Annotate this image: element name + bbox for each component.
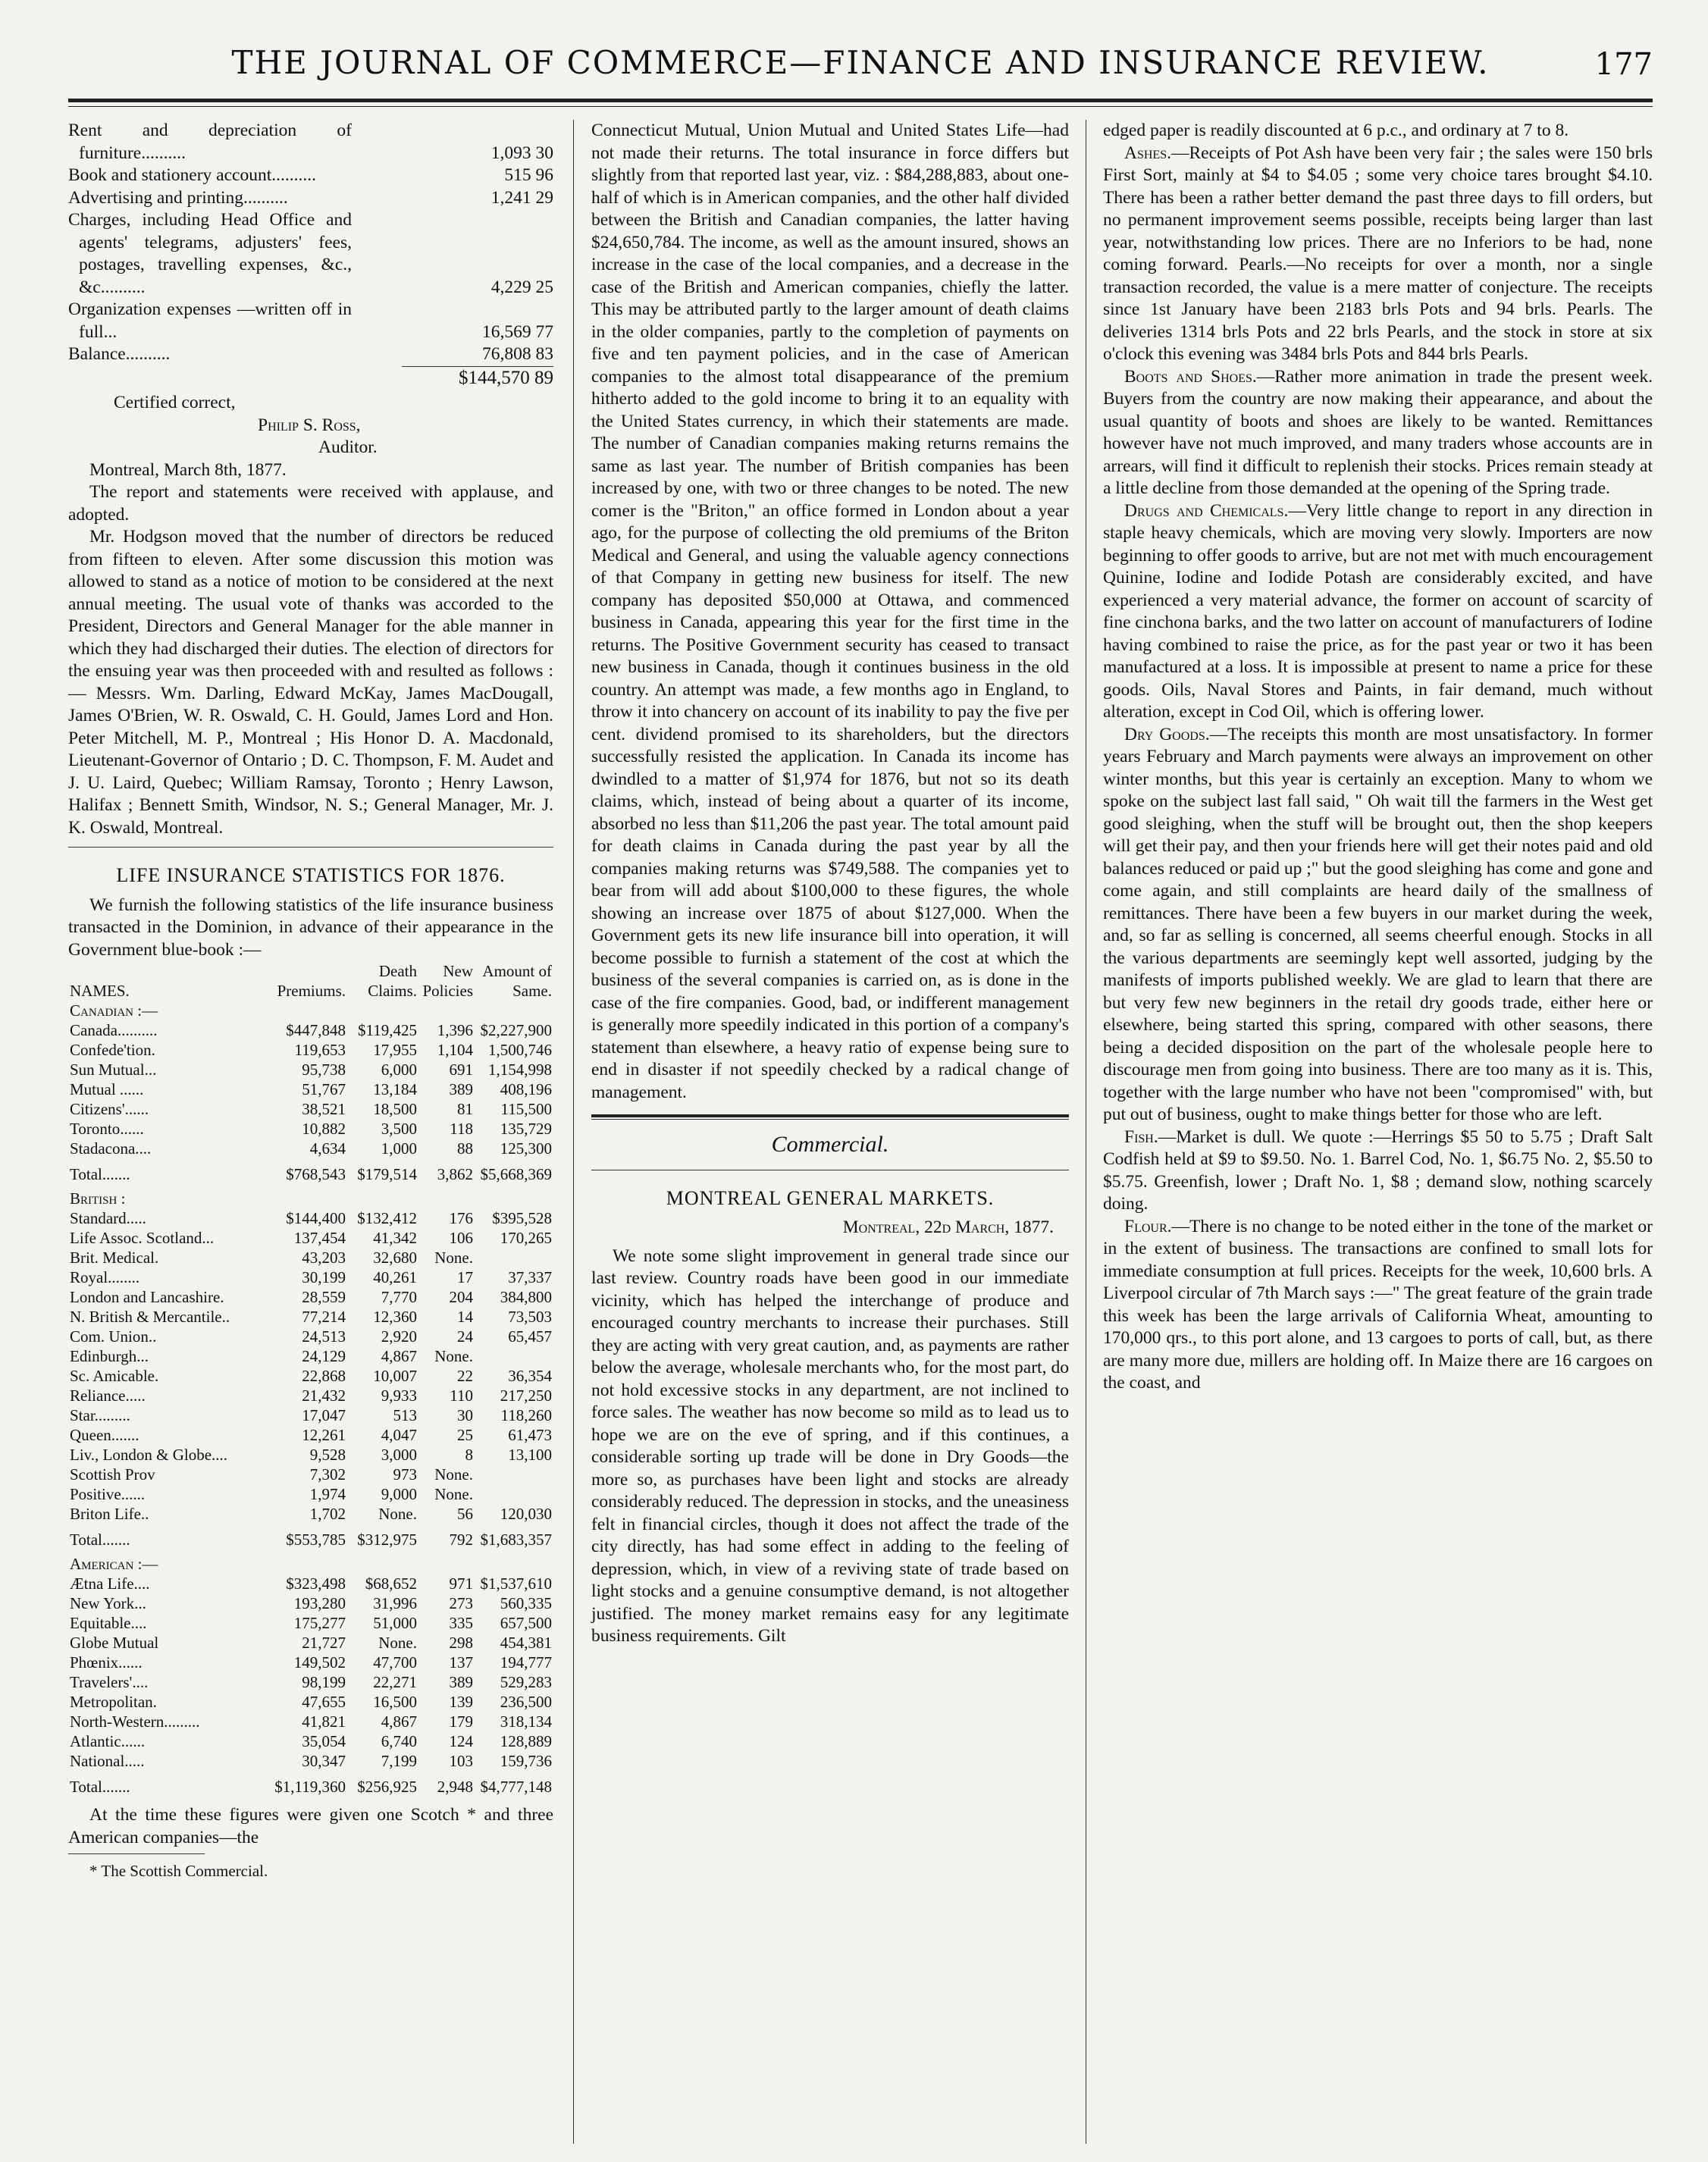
table-cell: 24 xyxy=(457,1327,473,1346)
table-cell: 7,302 xyxy=(309,1465,346,1484)
table-row xyxy=(68,1425,553,1445)
table-cell: 298 xyxy=(449,1634,473,1652)
table-cell: Ætna Life.... xyxy=(70,1574,150,1593)
table-cell: 408,196 xyxy=(500,1080,552,1098)
table-cell: Travelers'.... xyxy=(70,1673,149,1691)
table-cell: 1,104 xyxy=(437,1041,473,1059)
table-cell: $323,498 xyxy=(286,1574,346,1593)
table-row xyxy=(68,1079,553,1099)
table-cell: $553,785 xyxy=(286,1531,346,1549)
table-row xyxy=(68,1692,553,1712)
table-cell: Citizens'...... xyxy=(70,1100,149,1118)
table-cell: 691 xyxy=(449,1061,473,1079)
table-cell: $2,227,900 xyxy=(480,1021,552,1039)
table-cell: 657,500 xyxy=(500,1614,552,1632)
table-cell: 32,680 xyxy=(373,1249,417,1267)
table-row xyxy=(68,1445,553,1465)
table-cell xyxy=(475,1484,553,1504)
table-cell: 98,199 xyxy=(302,1673,346,1691)
table-cell: None. xyxy=(434,1249,473,1267)
table-cell: 1,154,998 xyxy=(488,1061,552,1079)
table-cell: Atlantic...... xyxy=(70,1732,146,1750)
page-header xyxy=(68,44,1653,97)
paragraph: Connecticut Mutual, Union Mutual and United States Life—had not made their returns. The total insurance in force differs but slightly from that reported last year, viz. : $84,288,883, about one-half of which is in American companies, and the other half divided between the British and Canadian companies, the latter having $24,650,784. The income, as well as the amount insured, shows an increase in the case of the local companies, and a decrease in the case of the British and American companies, chiefly the latter. This may be attributed partly to the larger amount of death claims in the older companies, partly to the completion of payments on five and ten payment policies, and in the case of American companies to the almost total disappearance of the premium hitherto added to the gold income to bring it to an equality with the United States currency, in which their statements are made. The number of Canadian companies making returns remains the same as last year. The number of British companies has been increased by one, with two or three changes to be noted. The new comer is the "Briton," an office formed in London about a year ago, for the purpose of collecting the old premiums of the Briton Medical and General, and using the valuable agency connections of that Company in getting new business for itself. The new company has deposited $50,000 at Ottawa, and commenced business in Canada, appearing this year for the first time in the returns. The Positive Government security has ceased to transact new business in Canada, though it continues business in the old country. An attempt was made, a few months ago in England, to throw it into chancery on account of its inability to pay the five per cent. dividend promised to its shareholders, but the directors successfully resisted the application. In Canada its income has dwindled to a matter of $1,974 for 1876, but not so its death claims, which, instead of being about a quarter of its income, absorbed no less than $11,206 the past year. The total amount paid for death claims in Canada during the past year by all the companies making returns was $749,588. The companies yet to bear from will add about $100,000 to these figures, the whole showing an increase over 1875 of about $127,000. When the Government gets its new life insurance bill into operation, it will become possible to furnish a statement of the cost at which the business of the several companies is carried on, as is done in the case of the fire companies. Good, bad, or indifferent management is generally more speedily indicated in this portion of a company's statement than elsewhere, a heavy ratio of expense being sure to end in disaster if not speedily checked by a radical change of management. xyxy=(591,121,1069,1102)
table-row xyxy=(68,1504,553,1524)
table-cell: 6,000 xyxy=(381,1061,417,1079)
table-cell: 1,974 xyxy=(309,1485,346,1503)
column-1 xyxy=(68,120,553,1883)
table-row xyxy=(68,1712,553,1731)
column-divider xyxy=(573,120,574,2144)
table-cell: 12,261 xyxy=(302,1426,346,1444)
section-heading: Commercial. xyxy=(771,1132,889,1157)
table-cell: 1,396 xyxy=(437,1021,473,1039)
table-cell: 3,862 xyxy=(437,1165,473,1183)
table-cell: 137 xyxy=(449,1653,473,1672)
table-cell: 35,054 xyxy=(302,1732,346,1750)
table-cell: Stadacona.... xyxy=(70,1139,152,1158)
accounts-list xyxy=(68,120,553,389)
table-row xyxy=(68,1672,553,1692)
table-row xyxy=(68,1731,553,1751)
table-total-row xyxy=(68,1524,553,1554)
table-cell: 17,047 xyxy=(302,1406,346,1424)
table-cell: 4,634 xyxy=(309,1139,346,1158)
table-cell: 193,280 xyxy=(293,1594,346,1612)
table-cell: 124 xyxy=(449,1732,473,1750)
certification: Certified correct, xyxy=(114,393,236,412)
table-row xyxy=(68,1633,553,1653)
table-cell: $395,528 xyxy=(492,1209,552,1227)
table-cell: Reliance..... xyxy=(70,1386,146,1405)
table-row xyxy=(68,1099,553,1119)
markets-heading: MONTREAL GENERAL MARKETS. xyxy=(666,1186,995,1209)
table-cell: 4,047 xyxy=(381,1426,417,1444)
table-cell: 24,129 xyxy=(302,1347,346,1365)
table-cell: Standard..... xyxy=(70,1209,146,1227)
section-rule xyxy=(591,1114,1069,1117)
paragraph: At the time these figures were given one Scotch * and three American companies—the xyxy=(68,1805,553,1847)
table-row xyxy=(68,1139,553,1158)
table-cell: 16,500 xyxy=(373,1693,417,1711)
table-cell: 41,342 xyxy=(373,1229,417,1247)
table-cell: North-Western......... xyxy=(70,1712,200,1731)
table-cell: 9,528 xyxy=(309,1446,346,1464)
table-section-label: American :— xyxy=(70,1555,158,1573)
table-cell: Life Assoc. Scotland... xyxy=(70,1229,215,1247)
table-cell: 6,740 xyxy=(381,1732,417,1750)
column-header: Death Claims. xyxy=(368,962,417,1000)
table-cell: 21,727 xyxy=(302,1634,346,1652)
account-row: Organization expenses —written off in full... 16,569 77 xyxy=(68,299,553,342)
table-cell: 175,277 xyxy=(293,1614,346,1632)
table-cell: Star......... xyxy=(70,1406,130,1424)
table-cell: 22,271 xyxy=(373,1673,417,1691)
table-cell: 73,503 xyxy=(508,1308,552,1326)
table-cell: None. xyxy=(434,1485,473,1503)
table-cell: Com. Union.. xyxy=(70,1327,157,1346)
table-cell: 119,653 xyxy=(294,1041,346,1059)
table-section-label: British : xyxy=(70,1189,126,1208)
table-cell: Equitable.... xyxy=(70,1614,147,1632)
table-cell: 14 xyxy=(457,1308,473,1326)
table-row xyxy=(68,1653,553,1672)
paragraph: The report and statements were received with applause, and adopted. xyxy=(68,482,553,525)
table-cell: Globe Mutual xyxy=(70,1634,159,1652)
table-cell: 17 xyxy=(457,1268,473,1286)
table-cell: 28,559 xyxy=(302,1288,346,1306)
table-cell: Total....... xyxy=(70,1531,130,1549)
table-cell: None. xyxy=(378,1634,417,1652)
table-cell: 56 xyxy=(457,1505,473,1523)
table-cell: 47,655 xyxy=(302,1693,346,1711)
column-header: NAMES. xyxy=(70,982,130,1000)
table-cell: 389 xyxy=(449,1673,473,1691)
table-row xyxy=(68,1574,553,1593)
market-paragraph-dry-goods: Dry Goods.—The receipts this month are most unsatisfactory. In former years February and March payments were always an improvement on other winter months, but this year is certainly an exception. Many to whom we spoke on the subject last fall said, " Oh wait till the farmers in the West get good sleighing, when the stuff will be brought out, then the shop keepers will get their pay, and then your friends here will get their notes paid and old balances reduced or paid up ;" but the good sleighing has come and gone and come again, and still complaints are heard daily of the smallness of remittances. There have been a few buyers in our market during the week, and, so far as selling is concerned, all seems cheerful enough. Stocks in all the various departments are seemingly kept well assorted, judging by the manifests of imports published weekly. We are glad to learn that there are but very few new beginners in the retail dry goods trade, either here or elsewhere, being started this spring, compared with other seasons, there being a decided disposition on the part of the wholesale people here to discourage men from going into business. There are too many as it is. This, together with the large number who have not been "compromised" with, but put out of business, ought to make things better for those who are left. xyxy=(1103,724,1653,1124)
table-row xyxy=(68,1593,553,1613)
table-cell: 40,261 xyxy=(373,1268,417,1286)
table-cell: Queen....... xyxy=(70,1426,139,1444)
table-cell: $312,975 xyxy=(357,1531,417,1549)
table-cell: 25 xyxy=(457,1426,473,1444)
footnote: * The Scottish Commercial. xyxy=(89,1862,268,1880)
table-row xyxy=(68,1267,553,1287)
market-paragraph-fish: Fish.—Market is dull. We quote :—Herrings $5 50 to 5.75 ; Draft Salt Codfish held at $9 to $9.50. No. 1. Barrel Cod, No. 1, $6.75 No. 2, $5.50 to $5.75. Greenfish, lower ; Draft No. 1, $8 ; demand slow, nothing scarcely doing. xyxy=(1103,1126,1653,1214)
table-cell: 118 xyxy=(450,1120,473,1138)
account-row: Rent and depreciation of furniture.......... 1,093 30 xyxy=(68,121,553,163)
table-cell: 149,502 xyxy=(293,1653,346,1672)
table-total-row xyxy=(68,1158,553,1189)
table-cell: 9,933 xyxy=(381,1386,417,1405)
table-row xyxy=(68,1287,553,1307)
table-cell: 77,214 xyxy=(302,1308,346,1326)
table-cell: 36,354 xyxy=(508,1367,552,1385)
table-cell: 38,521 xyxy=(302,1100,346,1118)
column-header: New Policies xyxy=(422,962,473,1000)
table-cell: 110 xyxy=(450,1386,473,1405)
table-cell: Sc. Amicable. xyxy=(70,1367,159,1385)
table-cell: 3,500 xyxy=(381,1120,417,1138)
table-cell: 204 xyxy=(449,1288,473,1306)
table-cell: 7,770 xyxy=(381,1288,417,1306)
table-cell: 81 xyxy=(457,1100,473,1118)
table-cell: 41,821 xyxy=(302,1712,346,1731)
market-paragraph-boots: Boots and Shoes.—Rather more animation in trade the present week. Buyers from the country are now making their appearance, and about the usual quantity of boots and shoes are likely to be wanted. Remittances however have not much improved, and many traders whose accounts are in arrears, will find it difficult to replenish their stocks. Prices remain steady at a little decline from those demanded at the opening of the Spring trade. xyxy=(1103,366,1653,498)
statistics-heading: LIFE INSURANCE STATISTICS FOR 1876. xyxy=(116,864,506,886)
table-cell: $68,652 xyxy=(365,1574,417,1593)
table-cell: 236,500 xyxy=(500,1693,552,1711)
table-cell: None. xyxy=(378,1505,417,1523)
table-cell: 273 xyxy=(449,1594,473,1612)
table-row xyxy=(68,1307,553,1327)
table-cell: $5,668,369 xyxy=(480,1165,552,1183)
account-total: $144,570 89 xyxy=(459,367,553,388)
table-cell: 128,889 xyxy=(500,1732,552,1750)
auditor-name: Philip S. Ross, xyxy=(258,415,361,435)
table-row xyxy=(68,1751,553,1771)
table-cell: None. xyxy=(434,1347,473,1365)
table-cell: $132,412 xyxy=(357,1209,417,1227)
table-cell: Mutual ...... xyxy=(70,1080,144,1098)
table-cell: 1,000 xyxy=(381,1139,417,1158)
table-cell: 137,454 xyxy=(293,1229,346,1247)
table-cell: 30,199 xyxy=(302,1268,346,1286)
table-row xyxy=(68,1366,553,1386)
table-row xyxy=(68,1327,553,1346)
table-cell: 194,777 xyxy=(500,1653,552,1672)
table-row xyxy=(68,1248,553,1267)
table-cell: $1,537,610 xyxy=(480,1574,552,1593)
table-cell: National..... xyxy=(70,1752,145,1770)
dateline: Montreal, March 8th, 1877. xyxy=(89,459,287,480)
table-cell: $119,425 xyxy=(358,1021,417,1039)
table-cell: 13,184 xyxy=(373,1080,417,1098)
table-cell: 8 xyxy=(465,1446,473,1464)
table-cell: 103 xyxy=(449,1752,473,1770)
table-cell: 47,700 xyxy=(373,1653,417,1672)
table-cell: 529,283 xyxy=(500,1673,552,1691)
column-header: Amount of Same. xyxy=(482,962,552,1000)
table-row xyxy=(68,1484,553,1504)
market-paragraph-ashes: Ashes.—Receipts of Pot Ash have been very fair ; the sales were 150 brls First Sort, mainly at $4 to $4.05 ; some very choice tares brought $4.10. There has been a rather better demand the past three days to fill orders, but no permanent improvement seems possible, receipts being larger than last year, notwithstanding low prices. There are no Inferiors to be had, none coming forward. Pearls.—No receipts for over a month, nor a single transaction recorded, the value is a mere matter of conjecture. The receipts since 1st January have been 2183 brls Pots and 94 brls. Pearls. The deliveries 1314 brls Pots and 22 brls Pearls, and the stock in store at six o'clock this evening was 3484 brls Pots and 844 brls Pearls. xyxy=(1103,143,1653,364)
column-2 xyxy=(591,120,1069,1648)
column-header: Premiums. xyxy=(277,982,346,1000)
paragraph: We furnish the following statistics of the life insurance business transacted in the Dominion, in advance of their appearance in the Government blue-book :— xyxy=(68,895,553,960)
table-cell: 65,457 xyxy=(508,1327,552,1346)
table-cell: 1,702 xyxy=(309,1505,346,1523)
table-cell: London and Lancashire. xyxy=(70,1288,224,1306)
table-cell: 217,250 xyxy=(500,1386,552,1405)
table-cell: 13,100 xyxy=(508,1446,552,1464)
column-3 xyxy=(1103,120,1653,1395)
table-cell: 115,500 xyxy=(500,1100,552,1118)
table-row xyxy=(68,1040,553,1060)
table-cell: 335 xyxy=(449,1614,473,1632)
table-cell: N. British & Mercantile.. xyxy=(70,1308,230,1326)
table-cell: 120,030 xyxy=(500,1505,552,1523)
table-row xyxy=(68,1346,553,1366)
table-cell: Total....... xyxy=(70,1165,130,1183)
paragraph: We note some slight improvement in general trade since our last review. Country roads have been good in our immediate vicinity, which has helped the interchange of produce and encouraged country merchants to increase their purchases. Still they are acting with very great caution, and, as payments are rather below the average, wholesale merchants who, for the most part, do not hold excessive stocks in any department, are not inclined to force sales. The weather has now become so mild as to lead us to hope we are on the eve of spring, and if this continues, a considerable sorting up trade will be done in Dry Goods—the more so, as purchases have been light and stocks are already considerably reduced. The depression in stocks, and the uneasiness felt in financial circles, though it does not affect the trade of the city directly, has had some effect in adding to the feeling of depression, which, in view of a reviving state of trade based on light stocks and a genuine consumptive demand, is not altogether justified. The money market remains easy for any legitimate business requirements. Gilt xyxy=(591,1246,1069,1646)
table-cell: 513 xyxy=(393,1406,417,1424)
table-cell: $256,925 xyxy=(357,1778,417,1796)
table-cell: 454,381 xyxy=(500,1634,552,1652)
table-cell: 3,000 xyxy=(381,1446,417,1464)
table-cell: 1,500,746 xyxy=(488,1041,552,1059)
table-cell: Brit. Medical. xyxy=(70,1249,159,1267)
table-cell: 24,513 xyxy=(302,1327,346,1346)
table-cell: 176 xyxy=(449,1209,473,1227)
table-cell: 7,199 xyxy=(381,1752,417,1770)
table-cell: 51,000 xyxy=(373,1614,417,1632)
table-cell: $1,683,357 xyxy=(480,1531,552,1549)
table-cell: 31,996 xyxy=(373,1594,417,1612)
table-cell: $447,848 xyxy=(286,1021,346,1039)
table-cell: Liv., London & Globe.... xyxy=(70,1446,228,1464)
table-row xyxy=(68,1119,553,1139)
table-cell: 10,007 xyxy=(373,1367,417,1385)
table-row xyxy=(68,1613,553,1633)
table-cell: 792 xyxy=(449,1531,473,1549)
table-cell: $179,514 xyxy=(357,1165,417,1183)
section-rule-thin xyxy=(591,1119,1069,1120)
table-cell: 106 xyxy=(449,1229,473,1247)
table-cell: Briton Life.. xyxy=(70,1505,149,1523)
table-cell: 125,300 xyxy=(500,1139,552,1158)
table-cell: 22 xyxy=(457,1367,473,1385)
table-cell: 318,134 xyxy=(500,1712,552,1731)
table-cell: Canada.......... xyxy=(70,1021,158,1039)
table-row xyxy=(68,1405,553,1425)
table-cell: 4,867 xyxy=(381,1347,417,1365)
table-cell: Confede'tion. xyxy=(70,1041,155,1059)
table-cell: 17,955 xyxy=(373,1041,417,1059)
table-cell: 2,948 xyxy=(437,1778,473,1796)
table-cell xyxy=(475,1248,553,1267)
account-row: Advertising and printing.......... 1,241 29 xyxy=(68,187,553,208)
table-cell: 139 xyxy=(449,1693,473,1711)
table-body xyxy=(68,1001,553,1801)
table-cell: 9,000 xyxy=(381,1485,417,1503)
table-cell: 22,868 xyxy=(302,1367,346,1385)
section-rule xyxy=(68,847,553,848)
header-rule-thin xyxy=(68,106,1653,107)
table-cell: 384,800 xyxy=(500,1288,552,1306)
auditor-title: Auditor. xyxy=(318,437,378,457)
table-cell: 51,767 xyxy=(302,1080,346,1098)
table-cell: 30 xyxy=(457,1406,473,1424)
table-cell: $768,543 xyxy=(286,1165,346,1183)
account-row: Book and stationery account.......... 515 96 xyxy=(68,165,553,185)
table-cell: Positive...... xyxy=(70,1485,146,1503)
table-cell: Edinburgh... xyxy=(70,1347,149,1365)
table-cell: None. xyxy=(434,1465,473,1484)
table-cell: 118,260 xyxy=(500,1406,552,1424)
account-row: Balance.......... 76,808 83 xyxy=(68,343,553,367)
table-cell xyxy=(475,1346,553,1366)
footnote-rule xyxy=(68,1853,205,1854)
table-cell xyxy=(475,1465,553,1484)
table-row xyxy=(68,1020,553,1040)
table-cell: 95,738 xyxy=(302,1061,346,1079)
table-row xyxy=(68,1465,553,1484)
market-paragraph-flour: Flour.—There is no change to be noted either in the tone of the market or in the extent of business. The transactions are confined to small lots for immediate consumption at full prices. Receipts for the week, 10,600 brls. A Liverpool circular of 7th March says :—" The great feature of the grain trade this week has been the large arrivals of California Wheat, amounting to 170,000 qrs., to this port alone, and 13 cargoes to ports of call, but, as there are many more due, millers are holding off. In Maize there are 16 cargoes on the coast, and xyxy=(1103,1216,1653,1393)
table-cell: 21,432 xyxy=(302,1386,346,1405)
table-cell: 179 xyxy=(449,1712,473,1731)
table-cell: 560,335 xyxy=(500,1594,552,1612)
journal-title: THE JOURNAL OF COMMERCE—FINANCE AND INSURANCE REVIEW. xyxy=(231,44,1490,81)
life-insurance-table xyxy=(68,961,553,1801)
table-cell: Phœnix...... xyxy=(70,1653,143,1672)
table-row xyxy=(68,1060,553,1079)
table-cell: 30,347 xyxy=(302,1752,346,1770)
table-cell: 37,337 xyxy=(508,1268,552,1286)
table-cell: Royal........ xyxy=(70,1268,140,1286)
table-cell: 61,473 xyxy=(508,1426,552,1444)
table-row xyxy=(68,1228,553,1248)
header-rule xyxy=(68,99,1653,102)
table-row xyxy=(68,1208,553,1228)
page-number: 177 xyxy=(1594,47,1653,82)
table-cell: Scottish Prov xyxy=(70,1465,155,1484)
table-total-row xyxy=(68,1771,553,1801)
table-cell: 18,500 xyxy=(373,1100,417,1118)
table-cell: 159,736 xyxy=(500,1752,552,1770)
markets-dateline: Montreal, 22d March, 1877. xyxy=(842,1217,1054,1237)
table-cell: 389 xyxy=(449,1080,473,1098)
paragraph: edged paper is readily discounted at 6 p.c., and ordinary at 7 to 8. xyxy=(1103,121,1569,140)
table-cell: 135,729 xyxy=(500,1120,552,1138)
table-section-label: Canadian :— xyxy=(70,1001,158,1020)
market-paragraph-drugs: Drugs and Chemicals.—Very little change to report in any direction in staple heavy chemicals, which are moving very slowly. Importers are now beginning to offer goods to arrive, but are not met with much encouragement Quinine, Iodine and Iodide Potash are considerably excited, and have experienced a very material advance, the former on account of scarcity of fine cinchona barks, and the two latter on account of manufacturers of Iodine having combined to raise the price, as for the past year or two it has been manufactured at a loss. It is impossible at present to name a price for these goods. Oils, Naval Stores and Paints, in fair demand, much without alteration, except in Cod Oil, which is offering lower. xyxy=(1103,500,1653,722)
table-cell: Toronto...... xyxy=(70,1120,144,1138)
table-cell: $4,777,148 xyxy=(480,1778,552,1796)
table-cell: 88 xyxy=(457,1139,473,1158)
table-cell: 971 xyxy=(449,1574,473,1593)
table-cell: $1,119,360 xyxy=(274,1778,346,1796)
table-cell: 2,920 xyxy=(381,1327,417,1346)
table-cell: Sun Mutual... xyxy=(70,1061,157,1079)
table-row xyxy=(68,1386,553,1405)
table-cell: 43,203 xyxy=(302,1249,346,1267)
table-cell: New York... xyxy=(70,1594,146,1612)
table-cell: Total....... xyxy=(70,1778,130,1796)
paragraph: Mr. Hodgson moved that the number of directors be reduced from fifteen to eleven. After some discussion this motion was allowed to stand as a notice of motion to be considered at the next annual meeting. The usual vote of thanks was accorded to the President, Directors and General Manager for the able manner in which they had discharged their duties. The election of directors for the ensuing year was then proceeded with and resulted as follows :— Messrs. Wm. Darling, Edward McKay, James MacDougall, James O'Brien, W. R. Oswald, C. H. Gould, James Lord and Hon. Peter Mitchell, M. P., Montreal ; His Honor D. A. Macdonald, Lieutenant-Governor of Ontario ; D. C. Thompson, F. M. Audet and J. U. Laird, Quebec; William Ramsay, Toronto ; Henry Lawson, Halifax ; Bennett Smith, Windsor, N. S.; General Manager, Mr. J. K. Oswald, Montreal. xyxy=(68,527,553,838)
table-cell: 973 xyxy=(393,1465,417,1484)
account-row: Charges, including Head Office and agents' telegrams, adjusters' fees, postages, travelling expenses, &c., &c.......... 4,229 25 xyxy=(68,210,553,297)
table-cell: 4,867 xyxy=(381,1712,417,1731)
table-cell: $144,400 xyxy=(286,1209,346,1227)
table-header xyxy=(68,961,553,1001)
table-cell: 170,265 xyxy=(500,1229,552,1247)
table-cell: 10,882 xyxy=(302,1120,346,1138)
table-cell: Metropolitan. xyxy=(70,1693,157,1711)
table-cell: 12,360 xyxy=(373,1308,417,1326)
